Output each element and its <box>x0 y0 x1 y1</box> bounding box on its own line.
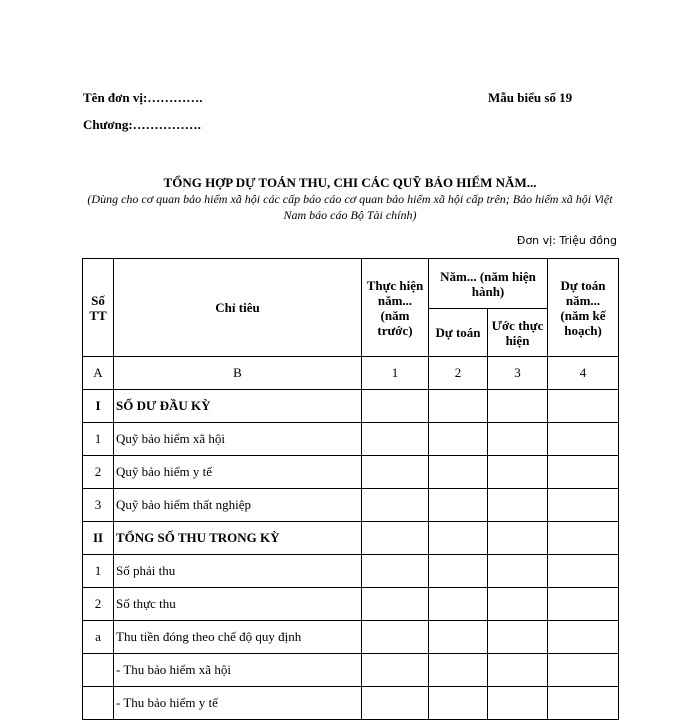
value-cell <box>362 522 429 555</box>
value-cell <box>548 423 619 456</box>
value-cell <box>429 555 488 588</box>
chapter-line: Chương:……………. <box>83 117 201 132</box>
value-cell <box>362 654 429 687</box>
value-cell <box>548 687 619 720</box>
header-prev-year: Thực hiện năm... (năm trước) <box>362 259 429 357</box>
row-index <box>83 654 114 687</box>
value-cell <box>429 654 488 687</box>
value-cell <box>429 423 488 456</box>
row-index: 2 <box>83 588 114 621</box>
unit-name-line: Tên đơn vị:…………. <box>83 90 203 105</box>
value-cell <box>429 621 488 654</box>
column-code: 3 <box>488 357 548 390</box>
value-cell <box>429 456 488 489</box>
budget-table <box>82 258 619 720</box>
table-row <box>83 456 619 489</box>
row-index: 3 <box>83 489 114 522</box>
row-index: II <box>83 522 114 555</box>
value-cell <box>362 588 429 621</box>
table-row <box>83 522 619 555</box>
row-label: Thu tiền đóng theo chế độ quy định <box>114 621 362 654</box>
value-cell <box>548 621 619 654</box>
row-label: Số thực thu <box>114 588 362 621</box>
value-cell <box>362 555 429 588</box>
column-code: 4 <box>548 357 619 390</box>
table-row <box>83 621 619 654</box>
row-index: 1 <box>83 423 114 456</box>
table-row <box>83 654 619 687</box>
column-code: B <box>114 357 362 390</box>
row-label: TỔNG SỐ THU TRONG KỲ <box>114 522 362 555</box>
value-cell <box>548 654 619 687</box>
value-cell <box>362 456 429 489</box>
value-cell <box>548 456 619 489</box>
value-cell <box>429 522 488 555</box>
header-expected: Ước thực hiện <box>488 309 548 357</box>
column-code: 2 <box>429 357 488 390</box>
value-cell <box>362 423 429 456</box>
value-cell <box>429 489 488 522</box>
value-cell <box>429 687 488 720</box>
value-cell <box>488 423 548 456</box>
value-cell <box>488 390 548 423</box>
row-label: Quỹ bảo hiểm y tế <box>114 456 362 489</box>
row-label: Quỹ bảo hiểm xã hội <box>114 423 362 456</box>
value-cell <box>548 390 619 423</box>
row-index: 1 <box>83 555 114 588</box>
value-cell <box>429 390 488 423</box>
row-index: I <box>83 390 114 423</box>
column-code-row <box>83 357 619 390</box>
row-label: Số phải thu <box>114 555 362 588</box>
table-row <box>83 390 619 423</box>
document-subtitle: (Dùng cho cơ quan bảo hiểm xã hội các cấp báo cáo cơ quan bảo hiểm xã hội cấp trên; Bảo hiểm xã hội Việt Nam báo cáo Bộ Tài chính) <box>87 192 613 222</box>
value-cell <box>362 621 429 654</box>
value-cell <box>548 522 619 555</box>
value-cell <box>548 555 619 588</box>
header-indicator: Chỉ tiêu <box>114 259 362 357</box>
table-row <box>83 489 619 522</box>
row-label: SỐ DƯ ĐẦU KỲ <box>114 390 362 423</box>
value-cell <box>362 390 429 423</box>
row-label: Quỹ bảo hiểm thất nghiệp <box>114 489 362 522</box>
currency-unit: Đơn vị: Triệu đồng <box>516 234 617 247</box>
value-cell <box>362 687 429 720</box>
row-index <box>83 687 114 720</box>
column-code: 1 <box>362 357 429 390</box>
column-code: A <box>83 357 114 390</box>
value-cell <box>488 654 548 687</box>
value-cell <box>548 489 619 522</box>
table-row <box>83 423 619 456</box>
header-current-year: Năm... (năm hiện hành) <box>429 259 548 309</box>
value-cell <box>429 588 488 621</box>
form-number: Mẫu biểu số 19 <box>488 90 573 105</box>
value-cell <box>548 588 619 621</box>
value-cell <box>488 555 548 588</box>
row-label: - Thu bảo hiểm y tế <box>114 687 362 720</box>
value-cell <box>488 522 548 555</box>
header-stt: Số TT <box>83 259 114 357</box>
row-label: - Thu bảo hiểm xã hội <box>114 654 362 687</box>
value-cell <box>488 489 548 522</box>
value-cell <box>362 489 429 522</box>
row-index: 2 <box>83 456 114 489</box>
header-estimate: Dự toán <box>429 309 488 357</box>
value-cell <box>488 621 548 654</box>
row-index: a <box>83 621 114 654</box>
table-row <box>83 588 619 621</box>
value-cell <box>488 687 548 720</box>
document-title: TỔNG HỢP DỰ TOÁN THU, CHI CÁC QUỸ BẢO HIỂM NĂM... <box>163 175 537 190</box>
table-row <box>83 555 619 588</box>
header-plan-year: Dự toán năm... (năm kế hoạch) <box>548 259 619 357</box>
value-cell <box>488 588 548 621</box>
value-cell <box>488 456 548 489</box>
table-row <box>83 687 619 720</box>
